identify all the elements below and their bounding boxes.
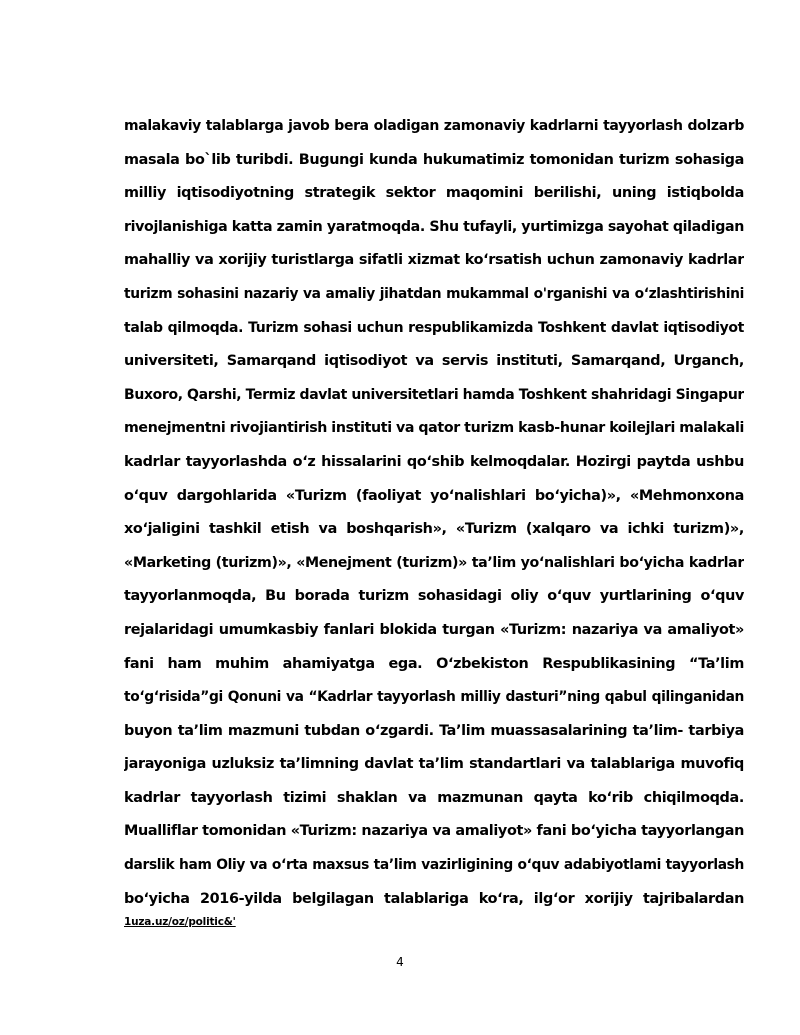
footnote-link[interactable]: 1uza.uz/oz/politic&'	[124, 916, 236, 928]
text-line: Buxoro, Qarshi, Termiz davlat universitetlari hamda Toshkent shahridagi Singapur	[124, 386, 744, 403]
text-line: universiteti, Samarqand iqtisodiyot va servis instituti, Samarqand, Urganch,	[124, 353, 744, 370]
body-paragraph	[124, 110, 744, 916]
page-number: 4	[396, 955, 404, 969]
text-line: Mualliflar tomonidan «Turizm: nazariya va amaliyot» fani bo‘yicha tayyorlangan	[124, 823, 744, 840]
text-line: mahalliy va xorijiy turistlarga sifatli xizmat ko‘rsatish uchun zamonaviy kadrlar	[124, 252, 744, 269]
text-line: darslik ham Oliy va o‘rta maxsus ta’lim vazirligining o‘quv adabiyotlami tayyorlash	[124, 857, 744, 874]
text-line: turizm sohasini nazariy va amaliy jihatdan mukammal o'rganishi va o‘zlashtirishini	[124, 285, 744, 302]
text-line: buyon ta’lim mazmuni tubdan o‘zgardi. Ta’lim muassasalarining ta’lim- tarbiya	[124, 722, 744, 739]
text-line: tayyorlanmoqda, Bu borada turizm sohasidagi oliy o‘quv yurtlarining o‘quv	[124, 588, 744, 605]
text-line: masala bo`lib turibdi. Bugungi kunda hukumatimiz tomonidan turizm sohasiga	[124, 151, 744, 168]
text-line: bo‘yicha 2016-yilda belgilagan talablariga ko‘ra, ilg‘or xorijiy tajribalardan	[124, 890, 744, 907]
text-line: fani ham muhim ahamiyatga ega. O‘zbekiston Respublikasining “Ta’lim	[124, 655, 744, 672]
text-line: xo‘jaligini tashkil etish va boshqarish», «Turizm (xalqaro va ichki turizm)»,	[124, 521, 744, 538]
text-line: jarayoniga uzluksiz ta’limning davlat ta’lim standartlari va talablariga muvofiq	[124, 756, 744, 773]
text-line: menejmentni rivojiantirish instituti va qator turizm kasb-hunar koilejlari malakali	[124, 420, 744, 437]
text-line: milliy iqtisodiyotning strategik sektor maqomini berilishi, uning istiqbolda	[124, 185, 744, 202]
text-line: «Marketing (turizm)», «Menejment (turizm)» ta’lim yo‘nalishlari bo‘yicha kadrlar	[124, 554, 744, 571]
text-line: talab qilmoqda. Turizm sohasi uchun respublikamizda Toshkent davlat iqtisodiyot	[124, 319, 744, 336]
text-line: rivojlanishiga katta zamin yaratmoqda. Shu tufayli, yurtimizga sayohat qiladigan	[124, 218, 744, 235]
text-line: kadrlar tayyorlash tizimi shaklan va mazmunan qayta ko‘rib chiqilmoqda.	[124, 789, 744, 806]
text-line: kadrlar tayyorlashda o‘z hissalarini qo‘shib kelmoqdalar. Hozirgi paytda ushbu	[124, 453, 744, 470]
text-line: o‘quv dargohlarida «Turizm (faoliyat yo‘nalishlari bo‘yicha)», «Mehmonxona	[124, 487, 744, 504]
text-line: to‘g‘risida”gi Qonuni va “Kadrlar tayyorlash milliy dasturi”ning qabul qilinganidan	[124, 689, 744, 706]
text-line: malakaviy talablarga javob bera oladigan zamonaviy kadrlarni tayyorlash dolzarb	[124, 118, 744, 134]
text-line: rejalaridagi umumkasbiy fanlari blokida turgan «Turizm: nazariya va amaliyot»	[124, 621, 744, 638]
